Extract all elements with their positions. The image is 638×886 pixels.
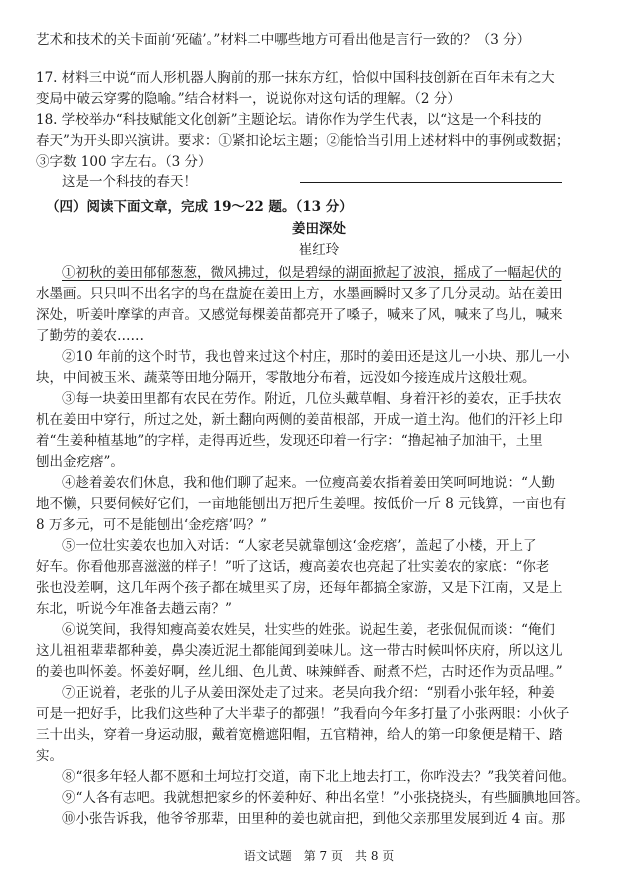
para-5-line-2: 好车。你看他那喜滋滋的样子！”听了这话，瘦高姜农也亮起了壮实姜农的家底：“你老 bbox=[36, 559, 550, 575]
para-4-line-1: ④趁着姜农们休息，我和他们聊了起来。一位瘦高姜农指着姜田笑呵呵地说：“人勤 bbox=[62, 475, 555, 491]
para-7-line-1: ⑦正说着，老张的儿子从姜田深处走了过来。老吴向我介绍：“别看小张年轻，种姜 bbox=[62, 685, 555, 701]
para-9-line-1: ⑨“人各有志吧。我就想把家乡的怀姜种好、种出名堂！”小张挠挠头，有些腼腆地回答。 bbox=[62, 790, 589, 806]
para-3-line-2: 机在姜田中穿行，所过之处，新土翻向两侧的姜苗根部，开成一道土沟。他们的汗衫上印 bbox=[36, 412, 563, 428]
para-1-line-2: 水墨画。只只叫不出名字的鸟在盘旋在姜田上方，水墨画瞬时又多了几分灵动。站在姜田 bbox=[36, 286, 563, 302]
para-5-line-4: 东北，听说今年准备去趟云南？” bbox=[36, 601, 232, 617]
para-1-line-4: 了勤劳的姜农…… bbox=[36, 328, 144, 344]
q17-line-2: 变局中破云穿雾的隐喻。”结合材料一，说说你对这句话的理解。（2 分） bbox=[36, 91, 461, 107]
para-3-line-1: ③每一块姜田里都有农民在劳作。附近，几位头戴草帽、身着汗衫的姜农，正手扶农 bbox=[62, 391, 562, 407]
para-10-line-1: ⑩小张告诉我，他爷爷那辈，田里种的姜也就亩把，到他父亲那里发展到近 4 亩。那 bbox=[62, 811, 566, 827]
q16-tail: 艺术和技术的关卡面前‘死磕’。”材料二中哪些地方可看出他是言行一致的？（3 分） bbox=[36, 32, 531, 48]
article-title: 姜田深处 bbox=[292, 221, 346, 237]
para-7-line-4: 实。 bbox=[36, 748, 63, 764]
answer-blank-line bbox=[300, 182, 562, 183]
para-3-line-3: 着“生姜种植基地”的字样，走得再近些，发现还印着一行字：“撸起袖子加油干，土里 bbox=[36, 433, 543, 449]
q17-line-1: 17. 材料三中说“而人形机器人胸前的那一抹东方红，恰似中国科技创新在百年未有之大 bbox=[36, 70, 555, 86]
para-3-line-4: 刨出金疙瘩”。 bbox=[36, 454, 124, 470]
para-1-line-1: ①初秋的姜田郁郁葱葱，微风拂过，似是碧绿的湖面掀起了波浪，摇成了一幅起伏的 bbox=[62, 265, 562, 281]
para-4-line-3: 8 万多元，可不是能刨出‘金疙瘩’吗？” bbox=[36, 517, 267, 533]
para-2-line-1: ②10 年前的这个时节，我也曾来过这个村庄，那时的姜田还是这儿一小块、那儿一小 bbox=[62, 349, 570, 365]
article-author: 崔红玲 bbox=[298, 242, 340, 258]
para-8-line-1: ⑧“很多年轻人都不愿和土坷垃打交道，南下北上地去打工，你咋没去？”我笑着问他。 bbox=[62, 769, 576, 785]
para-5-line-1: ⑤一位壮实姜农也加入对话：“人家老吴就靠刨这‘金疙瘩’，盖起了小楼，开上了 bbox=[62, 538, 537, 554]
para-4-line-2: 地不懒，只要伺候好它们，一亩地能刨出万把斤生姜哩。按低价一斤 8 元钱算，一亩也有 bbox=[36, 496, 567, 512]
para-1-line-3: 深处，听姜叶摩挲的声音。又感觉每棵姜苗都亮开了嗓子，喊来了风，喊来了鸟儿，喊来 bbox=[36, 307, 563, 323]
para-2-line-2: 块，中间被玉米、蔬菜等田地分隔开，零散地分布着，远没如今接连成片这般壮观。 bbox=[36, 370, 536, 386]
q18-answer-start: 这是一个科技的春天！ bbox=[62, 174, 197, 190]
para-6-line-3: 的姜也叫怀姜。怀姜好啊，丝儿细、色儿黄、味辣鲜香、耐煮不烂，古时还作为贡品哩。” bbox=[36, 664, 563, 680]
para-6-line-2: 这儿祖祖辈辈都种姜，鼻尖凑近泥土都能闻到姜味儿。这一带古时候叫怀庆府，所以这儿 bbox=[36, 643, 563, 659]
q18-line-1: 18. 学校举办“科技赋能文化创新”主题论坛。请你作为学生代表，以“这是一个科技的 bbox=[36, 112, 542, 128]
para-6-line-1: ⑥说笑间，我得知瘦高姜农姓吴，壮实些的姓张。说起生姜，老张侃侃而谈：“俺们 bbox=[62, 622, 555, 638]
q18-line-3: ③字数 100 字左右。（3 分） bbox=[36, 154, 212, 170]
para-7-line-2: 可是一把好手，比我们这些种了大半辈子的都强！”我看向今年多打量了小张两眼：小伙子 bbox=[36, 706, 570, 722]
q18-line-2: 春天”为开头即兴演讲。要求：①紧扣论坛主题；②能恰当引用上述材料中的事例或数据； bbox=[36, 133, 570, 149]
para-7-line-3: 三十出头，穿着一身运动服，戴着宽檐遮阳帽，五官精神，给人的第一印象便是精干、踏 bbox=[36, 727, 563, 743]
page-footer: 语文试题 第 7 页 共 8 页 bbox=[243, 849, 395, 863]
section-4-heading: （四）阅读下面文章，完成 19～22 题。（13 分） bbox=[46, 199, 353, 215]
para-5-line-3: 张也没差啊，这几年两个孩子都在城里买了房，还每年都搞全家游，又是下江南，又是上 bbox=[36, 580, 563, 596]
